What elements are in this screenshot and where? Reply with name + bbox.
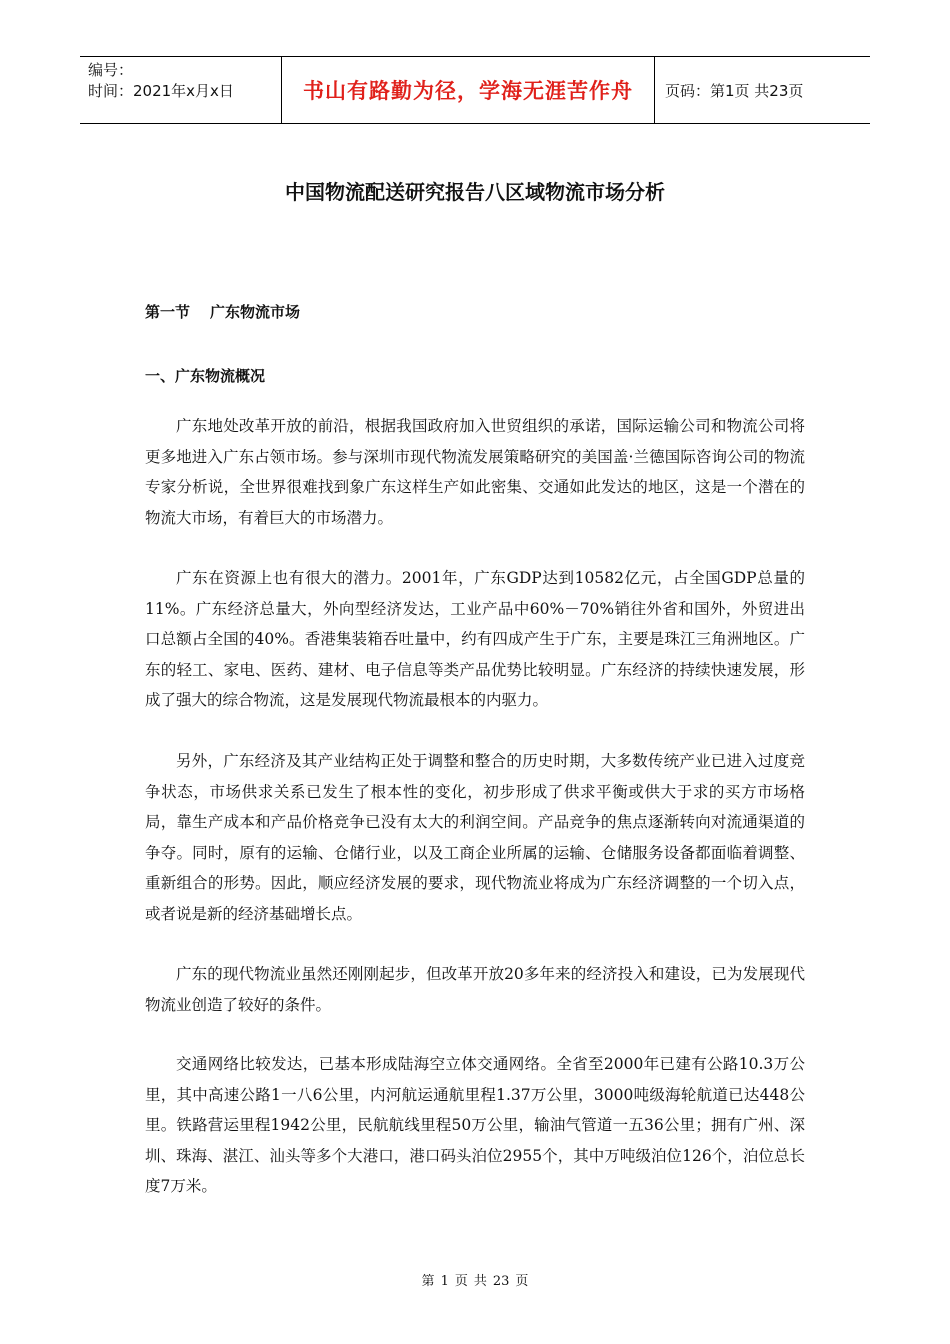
footer-ye: 页	[454, 1274, 468, 1289]
section-number: 第一节	[145, 303, 191, 321]
page-header	[80, 56, 870, 124]
footer-total-pages: 23	[492, 1274, 510, 1289]
footer-ye2: 页	[515, 1274, 529, 1289]
header-page-info	[655, 57, 870, 123]
document-title: 中国物流配送研究报告八区域物流市场分析	[285, 180, 665, 204]
header-meta	[80, 57, 281, 123]
document-time-label: 时间：2021年x月x日	[88, 82, 234, 100]
section-name: 广东物流市场	[210, 303, 301, 321]
document-number-label: 编号：	[88, 61, 134, 79]
header-motto-cell	[281, 57, 655, 123]
section-heading	[145, 301, 300, 322]
page-footer	[0, 1270, 950, 1289]
paragraph: 交通网络比较发达，已基本形成陆海空立体交通网络。全省至2000年已建有公路10.3万公里，其中高速公路1一八6公里，内河航运通航里程1.37万公里，3000吨级海轮航道已达448公里。铁路营运里程1942公里，民航航线里程50万公里，输油气管道一五36公里；拥有广州、深圳、珠海、湛江、汕头等多个大港口，港口码头泊位2955个，其中万吨级泊位126个，泊位总长度7万米。	[145, 1055, 805, 1195]
paragraph: 另外，广东经济及其产业结构正处于调整和整合的历史时期，大多数传统产业已进入过度竞争状态，市场供求关系已发生了根本性的变化，初步形成了供求平衡或供大于求的买方市场格局，靠生产成本和产品价格竞争已没有太大的利润空间。产品竞争的焦点逐渐转向对流通渠道的争夺。同时，原有的运输、仓储行业，以及工商企业所属的运输、仓储服务设备都面临着调整、重新组合的形势。因此，顺应经济发展的要求，现代物流业将成为广东经济调整的一个切入点，或者说是新的经济基础增长点。	[145, 752, 805, 923]
footer-di: 第	[421, 1274, 435, 1289]
subsection-heading: 一、广东物流概况	[145, 367, 266, 385]
motto-text: 书山有路勤为径，学海无涯苦作舟	[303, 79, 633, 103]
paragraph: 广东地处改革开放的前沿，根据我国政府加入世贸组织的承诺，国际运输公司和物流公司将更多地进入广东占领市场。参与深圳市现代物流发展策略研究的美国盖·兰德国际咨询公司的物流专家分析说，全世界很难找到象广东这样生产如此密集、交通如此发达的地区，这是一个潜在的物流大市场，有着巨大的市场潜力。	[145, 417, 805, 527]
footer-page-number: 1	[440, 1274, 449, 1289]
page-info-text: 页码：第1页 共23页	[665, 81, 804, 100]
paragraph: 广东在资源上也有很大的潜力。2001年，广东GDP达到10582亿元，占全国GDP总量的11%。广东经济总量大，外向型经济发达，工业产品中60%－70%销往外省和国外，外贸进出口总额占全国的40%。香港集装箱吞吐量中，约有四成产生于广东，主要是珠江三角洲地区。广东的轻工、家电、医药、建材、电子信息等类产品优势比较明显。广东经济的持续快速发展，形成了强大的综合物流，这是发展现代物流最根本的内驱力。	[145, 569, 805, 709]
footer-gong: 共	[473, 1274, 487, 1289]
paragraph: 广东的现代物流业虽然还刚刚起步，但改革开放20多年来的经济投入和建设，已为发展现代物流业创造了较好的条件。	[145, 965, 805, 1014]
